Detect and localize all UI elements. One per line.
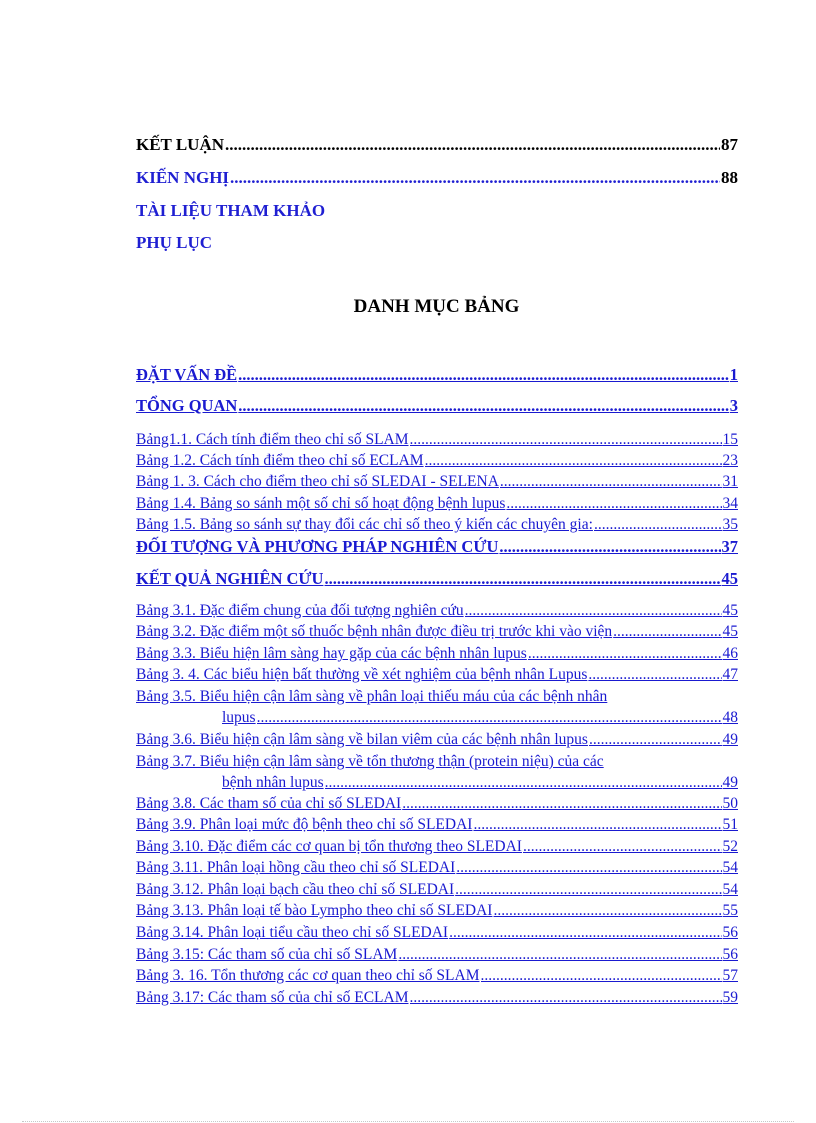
toc-entry-label: Bảng 3.15: Các tham số của chỉ số SLAM xyxy=(136,946,398,963)
toc-table-entry[interactable] xyxy=(136,947,738,963)
references-heading[interactable]: TÀI LIỆU THAM KHẢO xyxy=(136,201,326,220)
toc-entry-label: Bảng 3.1. Đặc điểm chung của đối tượng nghiên cứu xyxy=(136,602,464,619)
toc-entry-label: KẾT QUẢ NGHIÊN CỨU xyxy=(136,569,324,588)
toc-entry-page: 56 xyxy=(722,946,738,963)
toc-table-entry[interactable] xyxy=(136,732,738,748)
toc-entry-label: Bảng 3.6. Biểu hiện cận lâm sàng về bilan viêm của các bệnh nhân lupus xyxy=(136,731,588,748)
toc-entry-label: Bảng 3.11. Phân loại hồng cầu theo chỉ số SLEDAI xyxy=(136,859,456,876)
dot-leader xyxy=(493,903,721,919)
toc-table-entry[interactable] xyxy=(136,860,738,876)
toc-entry-label-continuation: bệnh nhân lupus xyxy=(222,774,324,791)
toc-entry-page: 55 xyxy=(722,902,738,919)
toc-table-entry[interactable] xyxy=(136,903,738,919)
toc-entry-label: Bảng 3.10. Đặc điểm các cơ quan bị tổn thương theo SLEDAI xyxy=(136,838,522,855)
toc-table-entry-continuation[interactable] xyxy=(222,775,738,791)
toc-entry-label: Bảng 3.3. Biểu hiện lâm sàng hay gặp của các bệnh nhân lupus xyxy=(136,645,527,662)
toc-entry-page: 45 xyxy=(721,569,738,588)
dot-leader xyxy=(238,367,729,384)
toc-table-entry[interactable] xyxy=(136,754,738,770)
toc-entry-label: Bảng 1.4. Bảng so sánh một số chỉ số hoạt động bệnh lupus xyxy=(136,495,506,512)
toc-entry-page: 88 xyxy=(721,168,738,187)
toc-entry-page: 59 xyxy=(722,989,738,1006)
toc-entry-label: KẾT LUẬN xyxy=(136,135,225,154)
dot-leader xyxy=(456,860,721,876)
toc-table-entry[interactable] xyxy=(136,432,738,448)
toc-entry-label: ĐẶT VẤN ĐỀ xyxy=(136,365,238,384)
dot-leader xyxy=(398,947,721,963)
toc-entry-label: Bảng 3.8. Các tham số của chỉ số SLEDAI xyxy=(136,795,402,812)
toc-entry-label: Bảng 3. 16. Tổn thương các cơ quan theo chỉ số SLAM xyxy=(136,967,480,984)
toc-entry-page: 49 xyxy=(722,731,738,748)
toc-table-entry[interactable] xyxy=(136,817,738,833)
toc-table-entry-continuation[interactable] xyxy=(222,710,738,726)
dot-leader xyxy=(410,432,722,448)
toc-table-entry[interactable] xyxy=(136,689,738,705)
dot-leader xyxy=(225,136,720,153)
dot-leader xyxy=(324,571,720,588)
toc-entry-page: 45 xyxy=(722,602,738,619)
dot-leader xyxy=(613,624,721,640)
toc-entry-page: 52 xyxy=(722,838,738,855)
dot-leader xyxy=(325,775,722,791)
toc-entry-page: 47 xyxy=(722,666,738,683)
toc-entry-page: 56 xyxy=(722,924,738,941)
toc-table-entry[interactable] xyxy=(136,990,738,1006)
toc-entry-page: 37 xyxy=(721,537,738,556)
toc-table-entry[interactable] xyxy=(136,796,738,812)
toc-entry-label: ĐỐI TƯỢNG VÀ PHƯƠNG PHÁP NGHIÊN CỨU xyxy=(136,537,499,556)
page-title: DANH MỤC BẢNG xyxy=(353,296,520,317)
dot-leader xyxy=(455,882,721,898)
dot-leader xyxy=(506,496,721,512)
appendix-heading[interactable]: PHỤ LỤC xyxy=(136,233,213,252)
toc-entry-page: 31 xyxy=(722,473,738,490)
toc-entry-label-continuation: lupus xyxy=(222,709,256,726)
toc-entry-label: Bảng 3.5. Biểu hiện cận lâm sàng về phân loại thiếu máu của các bệnh nhân xyxy=(136,688,608,705)
toc-table-entry[interactable] xyxy=(136,603,738,619)
dot-leader xyxy=(473,817,721,833)
toc-entry-page: 1 xyxy=(729,365,738,384)
toc-entry-recommendation[interactable] xyxy=(136,169,738,186)
dot-leader xyxy=(230,169,720,186)
toc-table-entry[interactable] xyxy=(136,882,738,898)
dot-leader xyxy=(410,990,722,1006)
dot-leader xyxy=(465,603,722,619)
toc-entry-page: 46 xyxy=(722,645,738,662)
toc-entry-label: KIẾN NGHỊ xyxy=(136,168,230,187)
toc-entry-page: 34 xyxy=(722,495,738,512)
dot-leader xyxy=(238,398,728,415)
toc-table-entry[interactable] xyxy=(136,474,738,490)
toc-entry-page: 45 xyxy=(722,623,738,640)
dot-leader xyxy=(523,839,722,855)
toc-entry-label: TỔNG QUAN xyxy=(136,396,238,415)
toc-table-entry[interactable] xyxy=(136,624,738,640)
toc-table-entry[interactable] xyxy=(136,968,738,984)
toc-entry-label: Bảng 3.17: Các tham số của chỉ số ECLAM xyxy=(136,989,409,1006)
dot-leader xyxy=(257,710,722,726)
toc-entry-page: 57 xyxy=(722,967,738,984)
toc-section-entry[interactable] xyxy=(136,539,738,556)
toc-entry-label: Bảng 3.7. Biểu hiện cận lâm sàng về tổn thương thận (protein niệu) của các xyxy=(136,753,604,770)
dot-leader xyxy=(499,539,720,556)
dot-leader xyxy=(588,667,721,683)
toc-table-entry[interactable] xyxy=(136,517,738,533)
page-bottom-border xyxy=(22,1121,794,1122)
toc-section-entry[interactable] xyxy=(136,398,738,415)
toc-table-entry[interactable] xyxy=(136,839,738,855)
toc-table-entry[interactable] xyxy=(136,496,738,512)
toc-entry-page: 50 xyxy=(722,795,738,812)
toc-entry-page: 35 xyxy=(722,516,738,533)
toc-entry-page: 51 xyxy=(722,816,738,833)
dot-leader xyxy=(589,732,722,748)
dot-leader xyxy=(425,453,722,469)
dot-leader xyxy=(594,517,722,533)
toc-entry-page: 87 xyxy=(721,135,738,154)
toc-section-entry[interactable] xyxy=(136,571,738,588)
toc-entry-label: Bảng 3.2. Đặc điểm một số thuốc bệnh nhân được điều trị trước khi vào viện xyxy=(136,623,613,640)
toc-entry-page: 3 xyxy=(729,396,738,415)
toc-entry-label: Bảng 3.12. Phân loại bạch cầu theo chỉ số SLEDAI xyxy=(136,881,455,898)
toc-entry-conclusion[interactable] xyxy=(136,136,738,153)
toc-entry-page: 15 xyxy=(722,431,738,448)
toc-table-entry[interactable] xyxy=(136,925,738,941)
toc-entry-label: Bảng 3. 4. Các biểu hiện bất thường về xét nghiệm của bệnh nhân Lupus xyxy=(136,666,588,683)
toc-entry-label: Bảng 1.5. Bảng so sánh sự thay đổi các chỉ số theo ý kiến các chuyên gia: xyxy=(136,516,593,533)
toc-entry-page: 23 xyxy=(722,452,738,469)
toc-section-entry[interactable] xyxy=(136,367,738,384)
toc-entry-label: Bảng 1. 3. Cách cho điểm theo chỉ số SLEDAI - SELENA xyxy=(136,473,499,490)
toc-table-entry[interactable] xyxy=(136,453,738,469)
dot-leader xyxy=(500,474,722,490)
toc-entry-label: Bảng 1.2. Cách tính điểm theo chỉ số ECLAM xyxy=(136,452,424,469)
toc-entry-page: 54 xyxy=(722,859,738,876)
toc-table-entry[interactable] xyxy=(136,667,738,683)
dot-leader xyxy=(402,796,721,812)
toc-entry-label: Bảng 3.9. Phân loại mức độ bệnh theo chỉ số SLEDAI xyxy=(136,816,473,833)
dot-leader xyxy=(528,646,722,662)
dot-leader xyxy=(449,925,721,941)
toc-entry-label: Bảng 3.14. Phân loại tiểu cầu theo chỉ số SLEDAI xyxy=(136,924,449,941)
toc-entry-label: Bảng1.1. Cách tính điểm theo chỉ số SLAM xyxy=(136,431,409,448)
toc-entry-label: Bảng 3.13. Phân loại tế bào Lympho theo chỉ số SLEDAI xyxy=(136,902,493,919)
dot-leader xyxy=(481,968,722,984)
toc-entry-page: 48 xyxy=(722,709,738,726)
toc-entry-page: 54 xyxy=(722,881,738,898)
toc-entry-page: 49 xyxy=(722,774,738,791)
toc-table-entry[interactable] xyxy=(136,646,738,662)
